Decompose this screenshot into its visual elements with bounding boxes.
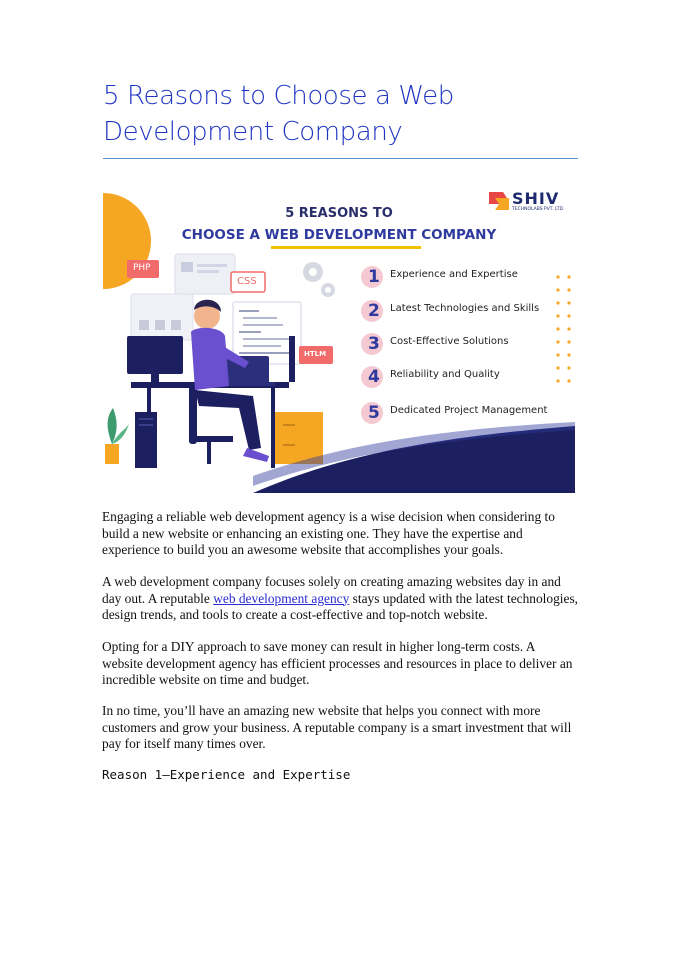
decorative-dots bbox=[555, 274, 575, 394]
css-tag: CSS bbox=[237, 276, 257, 287]
infographic-subheading: CHOOSE A WEB DEVELOPMENT COMPANY bbox=[181, 227, 497, 243]
paragraph-focus bbox=[102, 574, 578, 624]
reason-item bbox=[361, 266, 571, 290]
brand-name: SHIV bbox=[512, 189, 560, 208]
web-development-agency-link[interactable]: web development agency bbox=[213, 590, 350, 606]
reason-item bbox=[361, 366, 571, 390]
reason-number: 1 bbox=[368, 267, 380, 287]
reason-number-badge bbox=[361, 402, 383, 424]
infographic-heading: 5 REASONS TO bbox=[285, 206, 393, 221]
reason-number-badge bbox=[361, 366, 383, 388]
reason-number-badge bbox=[361, 266, 383, 288]
paragraph-diy: Opting for a DIY approach to save money can result in higher long-term costs. A website development agency has efficient processes and resources in place to deliver an incredible website on time and budget. bbox=[102, 639, 573, 687]
reason-number: 5 bbox=[368, 403, 380, 423]
reason-label: Reliability and Quality bbox=[390, 369, 500, 380]
brand-subtitle: TECHNOLABS PVT. LTD. bbox=[512, 207, 565, 212]
reason-label: Dedicated Project Management bbox=[390, 405, 548, 416]
infographic-image bbox=[103, 186, 575, 493]
reason-item bbox=[361, 333, 571, 357]
html-tag: HTLM bbox=[304, 350, 327, 358]
title-divider bbox=[103, 158, 578, 159]
reason-label: Cost-Effective Solutions bbox=[390, 336, 509, 347]
reason-number-badge bbox=[361, 300, 383, 322]
reason-label: Latest Technologies and Skills bbox=[390, 303, 540, 314]
reason-label: Experience and Expertise bbox=[390, 269, 518, 280]
title-line-1: 5 Reasons to Choose a Web bbox=[103, 81, 454, 111]
reason-item bbox=[361, 402, 571, 426]
php-tag: PHP bbox=[133, 263, 151, 273]
paragraph-text: stays updated with the latest technologies, design trends, and tools to create a cost-effective and top-notch website. bbox=[102, 590, 579, 622]
reason-number-badge bbox=[361, 333, 383, 355]
reason-number: 4 bbox=[368, 367, 380, 387]
reason-number: 2 bbox=[368, 301, 380, 321]
paragraph-intro: Engaging a reliable web development agency is a wise decision when considering to build a new website or enhancing an existing one. They have the expertise and experience to build you an awesome website that accomplishes your goals. bbox=[102, 509, 555, 557]
reason-1-heading: Reason 1—Experience and Expertise bbox=[102, 767, 351, 782]
document-title bbox=[103, 78, 583, 150]
reason-item bbox=[361, 300, 571, 324]
paragraph-text: A web development company focuses solely on creating amazing websites day in and day out. A reputable bbox=[102, 574, 561, 606]
title-line-2: Development Company bbox=[103, 117, 403, 147]
reason-number: 3 bbox=[368, 334, 380, 354]
heading-underline bbox=[271, 246, 421, 249]
paragraph-investment: In no time, you’ll have an amazing new website that helps you connect with more customers and grow your business. A reputable company is a smart investment that will pay for itself many times over. bbox=[102, 703, 572, 751]
